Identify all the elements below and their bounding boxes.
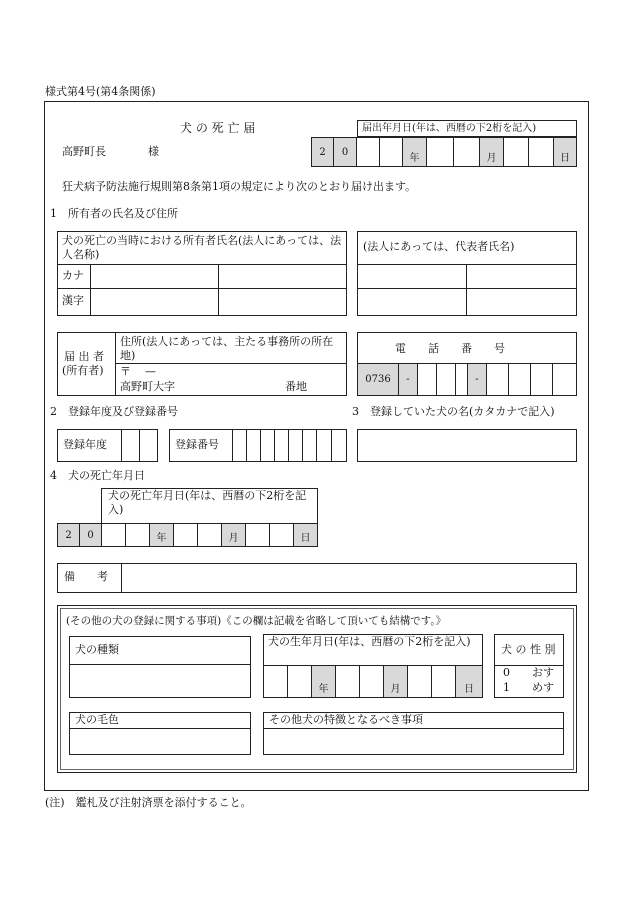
phone-dash-2: - (467, 363, 487, 396)
reg-no-input-7[interactable] (316, 429, 332, 462)
filing-day-unit (553, 137, 577, 167)
kana-label: カナ (62, 269, 84, 282)
reg-no-input-4[interactable] (274, 429, 289, 462)
features-label: その他犬の特徴となるべき事項 (269, 713, 423, 726)
filing-year-input-2[interactable] (379, 137, 403, 167)
section1-heading: 1 所有者の氏名及び住所 (50, 207, 178, 220)
reg-no-label: 登録番号 (175, 438, 219, 451)
birth-day-input-2[interactable] (431, 665, 456, 698)
filer-sub-label: (所有者) (62, 364, 104, 377)
death-year-digit1: 2 (57, 523, 80, 547)
sex-male-label[interactable]: おす (532, 666, 554, 679)
birth-year-unit-text: 年 (318, 684, 329, 695)
reg-year-input-2[interactable] (139, 429, 158, 462)
features-input[interactable] (264, 729, 563, 754)
reg-no-input-1[interactable] (232, 429, 247, 462)
birth-day-unit-text: 日 (464, 684, 474, 695)
kanji-name-input[interactable] (91, 289, 346, 315)
phone-input-5[interactable] (508, 363, 531, 396)
coat-color-label: 犬の毛色 (75, 713, 119, 726)
coat-color-input[interactable] (70, 729, 250, 754)
birth-month-input-1[interactable] (335, 665, 360, 698)
reg-no-input-6[interactable] (302, 429, 317, 462)
death-day-unit-text: 日 (300, 533, 311, 544)
filing-day-input-2[interactable] (528, 137, 554, 167)
remarks-input[interactable] (122, 564, 576, 592)
death-year-digit2: 0 (79, 523, 102, 547)
birth-year-input-1[interactable] (263, 665, 288, 698)
sex-label: 犬 の 性 別 (501, 643, 556, 656)
death-year-unit-text: 年 (156, 533, 167, 544)
honorific: 様 (148, 145, 159, 158)
phone-input-6[interactable] (530, 363, 553, 396)
death-month-unit-text: 月 (228, 533, 239, 544)
reg-no-input-3[interactable] (260, 429, 275, 462)
filing-month-unit-text: 月 (486, 153, 497, 164)
filing-month-unit (479, 137, 504, 167)
addressee: 高野町長 (62, 145, 106, 158)
other-info-heading: (その他の犬の登録に関する事項)《この欄は記載を省略して頂いても結構です。》 (66, 615, 447, 627)
filing-year-digit2: 0 (333, 137, 357, 167)
section4-heading: 4 犬の死亡年月日 (50, 469, 145, 482)
death-date-label: 犬の死亡年月日(年は、西暦の下2桁を記入) (108, 489, 307, 517)
reg-no-input-2[interactable] (246, 429, 261, 462)
banchi-label: 番地 (285, 380, 307, 393)
owner-name-label: 犬の死亡の当時における所有者氏名(法人にあっては、法人名称) (62, 234, 342, 262)
phone-input-7[interactable] (552, 363, 577, 396)
phone-input-2[interactable] (436, 363, 456, 396)
reg-year-input-1[interactable] (121, 429, 140, 462)
phone-input-4[interactable] (486, 363, 509, 396)
form-title: 犬 の 死 亡 届 (180, 121, 256, 135)
phone-label: 電 話 番 号 (395, 342, 505, 355)
birth-month-input-2[interactable] (359, 665, 384, 698)
intro-text: 狂犬病予防法施行規則第8条第1項の規定により次のとおり届け出ます。 (62, 180, 417, 193)
phone-area-code: 0736 (357, 363, 399, 396)
filer-label: 届 出 者 (64, 350, 104, 363)
form-number: 様式第4号(第4条関係) (45, 85, 156, 98)
phone-dash-1: - (398, 363, 418, 396)
dog-name-input[interactable] (357, 429, 577, 462)
section3-heading: 3 登録していた犬の名(カタカナで記入) (352, 405, 555, 418)
address-label: 住所(法人にあっては、主たる事務所の所在地) (120, 335, 334, 363)
kanji-label: 漢字 (62, 294, 84, 307)
postal-dash: — (145, 365, 156, 378)
filing-year-input-1[interactable] (356, 137, 380, 167)
death-day-input-1[interactable] (245, 523, 270, 547)
breed-label: 犬の種類 (75, 643, 119, 656)
birth-day-unit (455, 665, 483, 698)
filing-day-input-1[interactable] (503, 137, 529, 167)
footer-note: (注) 鑑札及び注射済票を添付すること。 (45, 796, 252, 809)
reg-no-input-8[interactable] (331, 429, 347, 462)
kana-name-input[interactable] (91, 265, 346, 288)
death-year-input-2[interactable] (125, 523, 150, 547)
birth-date-label: 犬の生年月日(年は、西暦の下2桁を記入) (268, 635, 471, 648)
reg-no-input-5[interactable] (288, 429, 303, 462)
filing-day-unit-text: 日 (560, 153, 570, 164)
death-day-input-2[interactable] (269, 523, 294, 547)
birth-month-unit (383, 665, 408, 698)
death-month-input-2[interactable] (197, 523, 222, 547)
death-month-input-1[interactable] (173, 523, 198, 547)
birth-day-input-1[interactable] (407, 665, 432, 698)
sex-male-number: 0 (503, 666, 510, 679)
filing-year-unit (402, 137, 427, 167)
filing-month-input-2[interactable] (453, 137, 480, 167)
filing-year-digit1: 2 (311, 137, 334, 167)
death-year-unit (149, 523, 174, 547)
birth-year-unit (311, 665, 336, 698)
breed-input[interactable] (70, 665, 250, 697)
remarks-label: 備 考 (64, 570, 108, 583)
filing-date-label: 届出年月日(年は、西暦の下2桁を記入) (362, 123, 537, 134)
sex-female-number: 1 (503, 681, 510, 694)
death-month-unit (221, 523, 246, 547)
death-day-unit (293, 523, 318, 547)
representative-kana-input[interactable] (358, 265, 576, 288)
filing-month-input-1[interactable] (426, 137, 454, 167)
section2-heading: 2 登録年度及び登録番号 (50, 405, 178, 418)
reg-year-label: 登録年度 (63, 438, 107, 451)
address-input[interactable] (175, 380, 280, 394)
representative-label: (法人にあっては、代表者氏名) (363, 240, 515, 253)
death-year-input-1[interactable] (101, 523, 126, 547)
representative-kanji-input[interactable] (358, 289, 576, 315)
filing-date-label-box (357, 120, 577, 137)
postal-mark: 〒 (120, 365, 131, 378)
birth-month-unit-text: 月 (390, 684, 401, 695)
town-label: 高野町大字 (120, 380, 175, 393)
sex-female-label[interactable]: めす (532, 681, 554, 694)
filing-year-unit-text: 年 (409, 153, 420, 164)
phone-input-1[interactable] (417, 363, 437, 396)
birth-year-input-2[interactable] (287, 665, 312, 698)
